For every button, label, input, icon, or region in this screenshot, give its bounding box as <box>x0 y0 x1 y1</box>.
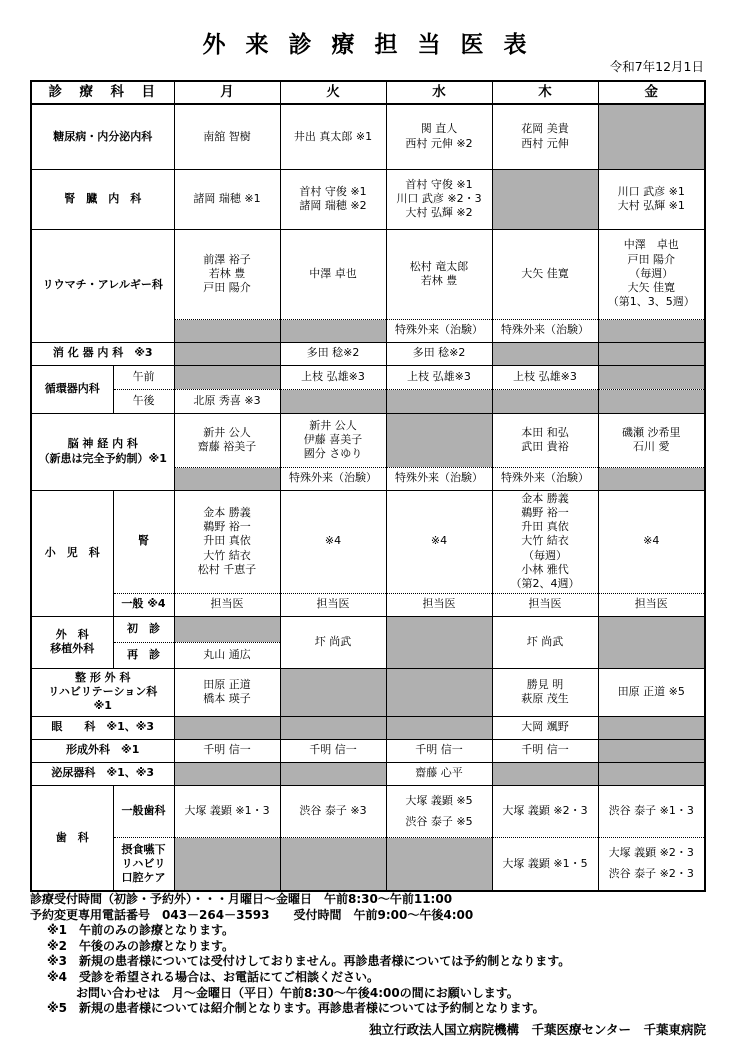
cell-line: 大矢 佳寛 <box>521 266 569 280</box>
doctor-cell <box>492 467 598 490</box>
doctor-cell <box>280 365 386 389</box>
cell-line: 石川 愛 <box>633 440 670 453</box>
cell-line: 千明 信一 <box>203 743 251 757</box>
subrow-label <box>113 642 174 668</box>
cell-line: 大矢 佳寛 <box>627 281 675 295</box>
doctor-cell <box>492 413 598 467</box>
cell-line: 金本 勝義 <box>521 491 569 505</box>
cell-line: 國分 さゆり <box>303 447 363 461</box>
doctor-cell <box>492 785 598 838</box>
effective-date: 令和7年12月1日 <box>609 59 704 74</box>
cell-line: 千明 信一 <box>521 743 569 757</box>
doctor-cell <box>174 668 280 716</box>
subrow-label <box>113 785 174 838</box>
cell-line: 丸山 通広 <box>203 647 251 661</box>
cell-line: 泌尿器科 ※1、※3 <box>51 766 155 780</box>
cell-line: 上枝 弘雄※3 <box>513 369 577 383</box>
cell-line: （新患は完全予約制）※1 <box>38 451 167 465</box>
no-clinic-cell <box>492 169 598 229</box>
cell-line: 担当医 <box>210 597 244 611</box>
note-4-contact: お問い合わせは 月～金曜日（平日）午前8:30～午後4:00の間にお願いします。 <box>76 985 519 1000</box>
cell-line: 松村 千恵子 <box>197 562 257 576</box>
doctor-cell <box>386 229 492 319</box>
subrow-label <box>113 593 174 616</box>
cell-line: 金本 勝義 <box>203 505 251 519</box>
cell-line: 首村 守俊 ※1 <box>299 184 367 198</box>
no-clinic-cell <box>492 762 598 785</box>
cell-line: 診 療 科 目 <box>48 83 157 100</box>
doctor-cell <box>280 785 386 838</box>
cell-line: リハビリ <box>121 856 166 870</box>
cell-line: 火 <box>326 83 340 100</box>
no-clinic-cell <box>492 389 598 413</box>
cell-line: 月 <box>220 83 234 100</box>
department-label <box>31 785 113 891</box>
doctor-cell <box>386 104 492 169</box>
cell-line: 担当医 <box>528 597 562 611</box>
hospital-name: 独立行政法人国立病院機構 千葉医療センター 千葉東病院 <box>368 1021 706 1037</box>
no-clinic-cell <box>598 762 705 785</box>
cell-line: 川口 武彦 ※2・3 <box>396 191 482 205</box>
doctor-cell <box>174 104 280 169</box>
no-clinic-cell <box>598 716 705 739</box>
doctor-cell <box>280 490 386 593</box>
no-clinic-cell <box>386 413 492 467</box>
department-label <box>31 342 174 365</box>
no-clinic-cell <box>598 319 705 342</box>
doctor-cell <box>386 365 492 389</box>
doctor-cell <box>280 104 386 169</box>
note-2: ※2 午後のみの診療となります。 <box>47 938 235 953</box>
note-4: ※4 受診を希望される場合は、お電話にてご相談ください。 <box>47 969 380 984</box>
reception-hours: 診療受付時間（初診・予約外）・・・月曜日～金曜日 午前8:30～午前11:00 <box>30 892 453 906</box>
no-clinic-cell <box>386 616 492 668</box>
cell-line: 新井 公人 <box>309 418 357 432</box>
department-label <box>31 104 174 169</box>
cell-line: 西村 元伸 <box>521 136 569 150</box>
cell-line: 升田 真依 <box>203 534 251 548</box>
doctor-cell <box>280 413 386 467</box>
subrow-label <box>113 490 174 593</box>
note-1: ※1 午前のみの診療となります。 <box>47 923 235 938</box>
doctor-cell <box>492 104 598 169</box>
doctor-cell <box>492 739 598 762</box>
doctor-cell <box>598 838 705 891</box>
cell-line: 特殊外来（治験） <box>289 471 377 485</box>
no-clinic-cell <box>174 716 280 739</box>
cell-line: 北原 秀喜 ※3 <box>193 393 261 407</box>
cell-line: ※4 <box>430 534 448 548</box>
cell-line: 中澤 卓也 <box>309 266 357 280</box>
note-3: ※3 新規の患者様については受付けしておりません。再診患者様については予約制となります。 <box>47 954 571 969</box>
no-clinic-cell <box>280 762 386 785</box>
cell-line: リハビリテーション科 <box>48 684 158 698</box>
cell-line: 升田 真依 <box>521 520 569 534</box>
footer-notes <box>30 892 708 1037</box>
cell-line: 千明 信一 <box>415 743 463 757</box>
doctor-cell <box>174 229 280 319</box>
cell-line: 腎 臓 内 科 <box>64 191 142 205</box>
header-cell <box>492 81 598 104</box>
department-label <box>31 739 174 762</box>
cell-line: 大村 弘輝 ※1 <box>617 199 685 212</box>
cell-line: 若林 豊 <box>208 266 246 280</box>
cell-line: 伊藤 喜美子 <box>303 432 363 446</box>
cell-line: 上枝 弘雄※3 <box>407 369 471 383</box>
no-clinic-cell <box>174 365 280 389</box>
cell-line: 花岡 美貴 <box>521 122 569 136</box>
doctor-cell <box>174 785 280 838</box>
header-cell <box>598 81 705 104</box>
no-clinic-cell <box>598 342 705 365</box>
cell-line: 担当医 <box>422 597 456 611</box>
cell-line: 小 児 科 <box>44 545 100 559</box>
no-clinic-cell <box>280 668 386 716</box>
subrow-label <box>113 616 174 642</box>
cell-line: 初 診 <box>127 621 160 635</box>
cell-line: ※1 <box>93 699 112 713</box>
department-label <box>31 413 174 490</box>
no-clinic-cell <box>280 389 386 413</box>
note-5: ※5 新規の患者様については紹介制となります。再診患者様については予約制となります。 <box>47 1001 545 1016</box>
doctor-cell <box>174 593 280 616</box>
doctor-cell <box>492 229 598 319</box>
cell-line: 特殊外来（治験） <box>501 471 589 485</box>
cell-line: 大塚 義顕 ※2・3 <box>502 804 588 818</box>
doctor-cell <box>492 838 598 891</box>
header-cell <box>280 81 386 104</box>
doctor-cell <box>280 169 386 229</box>
no-clinic-cell <box>598 739 705 762</box>
cell-line: 眼 科 ※1、※3 <box>51 720 155 734</box>
doctor-cell <box>174 413 280 467</box>
subrow-label <box>113 365 174 389</box>
cell-line: 担当医 <box>634 597 668 611</box>
cell-line: 川口 武彦 ※1 <box>617 184 685 198</box>
cell-line: 担当医 <box>316 597 350 611</box>
cell-line: 移植外科 <box>50 642 95 656</box>
no-clinic-cell <box>386 716 492 739</box>
cell-line: 特殊外来（治験） <box>395 471 483 485</box>
cell-line: 大塚 義顕 ※1・5 <box>502 856 588 870</box>
cell-line: 首村 守俊 ※1 <box>405 177 473 191</box>
doctor-cell <box>492 616 598 668</box>
doctor-cell <box>598 169 705 229</box>
cell-line: 戸田 陽介 <box>203 281 251 295</box>
no-clinic-cell <box>386 389 492 413</box>
cell-line: 鵜野 裕一 <box>203 520 251 534</box>
cell-line: 渋谷 泰子 ※1・3 <box>608 804 694 818</box>
cell-line: 田原 正道 ※5 <box>617 684 685 698</box>
cell-line: 一般 ※4 <box>121 597 166 611</box>
cell-line: 消 化 器 内 科 ※3 <box>52 346 153 360</box>
doctor-cell <box>598 229 705 319</box>
cell-line: 大竹 結衣 <box>521 534 569 548</box>
cell-line: 井出 真太郎 ※1 <box>293 129 373 143</box>
cell-line: ※4 <box>324 534 342 548</box>
doctor-cell <box>174 490 280 593</box>
cell-line: 特殊外来（治験） <box>395 323 483 337</box>
doctor-cell <box>598 785 705 838</box>
cell-line: 午前 <box>132 369 155 383</box>
doctor-cell <box>386 342 492 365</box>
cell-line: 大竹 結衣 <box>203 548 251 562</box>
phone-info: 予約変更専用電話番号 043－264－3593 受付時間 午前9:00～午後4:00 <box>30 907 474 922</box>
doctor-cell <box>492 490 598 593</box>
doctor-cell <box>598 413 705 467</box>
cell-line: ※4 <box>643 534 660 548</box>
cell-line: 圷 尚武 <box>526 634 564 648</box>
cell-line: 大塚 義顕 ※1・3 <box>184 804 270 818</box>
cell-line: 歯 科 <box>55 830 89 844</box>
cell-line: 渋谷 泰子 ※3 <box>299 804 367 818</box>
doctor-cell <box>280 342 386 365</box>
cell-line: 齋藤 裕美子 <box>197 440 257 453</box>
doctor-cell <box>386 490 492 593</box>
schedule-body <box>31 81 705 891</box>
cell-line: 戸田 陽介 <box>627 252 675 266</box>
cell-line: 一般歯科 <box>121 804 166 818</box>
doctor-cell <box>280 467 386 490</box>
cell-line: 圷 尚武 <box>314 634 352 648</box>
department-label <box>31 668 174 716</box>
cell-line: 武田 貴裕 <box>521 440 569 453</box>
no-clinic-cell <box>174 319 280 342</box>
no-clinic-cell <box>174 342 280 365</box>
cell-line: 諸岡 瑞穂 ※2 <box>299 199 367 212</box>
cell-line: 形成外科 ※1 <box>66 743 140 757</box>
doctor-cell <box>280 593 386 616</box>
doctor-cell <box>492 716 598 739</box>
cell-line: 松村 竜太郎 <box>409 259 469 273</box>
doctor-cell <box>492 365 598 389</box>
no-clinic-cell <box>174 838 280 891</box>
cell-line: リウマチ・アレルギー科 <box>42 278 163 292</box>
no-clinic-cell <box>598 104 705 169</box>
no-clinic-cell <box>492 342 598 365</box>
cell-line: 木 <box>538 83 552 100</box>
no-clinic-cell <box>280 838 386 891</box>
doctor-cell <box>174 642 280 668</box>
department-label <box>31 616 113 668</box>
cell-line: 大岡 颯野 <box>521 720 569 734</box>
cell-line: 前澤 裕子 <box>203 252 251 266</box>
cell-line: 千明 信一 <box>309 743 357 757</box>
cell-line: 摂食嚥下 <box>121 842 166 856</box>
doctor-cell <box>492 668 598 716</box>
cell-line: 大塚 義顕 ※2・3 <box>608 846 694 860</box>
doctor-cell <box>598 593 705 616</box>
header-cell <box>174 81 280 104</box>
doctor-cell <box>598 668 705 716</box>
cell-line: 田原 正道 <box>203 677 251 691</box>
no-clinic-cell <box>598 467 705 490</box>
no-clinic-cell <box>280 716 386 739</box>
cell-line: 午後 <box>132 393 155 407</box>
doctor-cell <box>386 467 492 490</box>
cell-line: 循環器内科 <box>44 381 100 395</box>
header-cell <box>386 81 492 104</box>
doctor-cell <box>386 169 492 229</box>
cell-line: 金 <box>644 83 658 100</box>
department-label <box>31 229 174 342</box>
cell-line: 本田 和弘 <box>521 425 569 439</box>
no-clinic-cell <box>598 389 705 413</box>
cell-line: 勝見 明 <box>526 677 564 691</box>
doctor-cell <box>174 389 280 413</box>
cell-line: 西村 元伸 ※2 <box>405 136 473 150</box>
cell-line: 若林 豊 <box>420 274 458 287</box>
cell-line: 口腔ケア <box>121 871 166 885</box>
cell-line: （毎週） <box>523 548 567 562</box>
cell-line: （毎週） <box>629 266 674 280</box>
cell-line: 諸岡 瑞穂 ※1 <box>193 191 261 205</box>
cell-line: 小林 雅代 <box>521 562 569 576</box>
cell-line: （第1、3、5週） <box>607 295 695 309</box>
no-clinic-cell <box>386 838 492 891</box>
cell-line: 渋谷 泰子 ※5 <box>405 814 473 828</box>
header-cell <box>31 81 174 104</box>
cell-line: （第2、4週） <box>510 577 580 591</box>
doctor-cell <box>280 739 386 762</box>
doctor-cell <box>386 739 492 762</box>
doctor-cell <box>174 169 280 229</box>
cell-line: 中澤 卓也 <box>623 238 679 252</box>
cell-line: 水 <box>432 83 446 100</box>
cell-line: 大村 弘輝 ※2 <box>405 206 473 220</box>
doctor-cell <box>386 593 492 616</box>
page-title: 外 来 診 療 担 当 医 表 <box>202 32 533 58</box>
cell-line: 多田 稔※2 <box>306 346 360 360</box>
no-clinic-cell <box>386 668 492 716</box>
doctor-cell <box>386 762 492 785</box>
department-label <box>31 490 113 616</box>
cell-line: 新井 公人 <box>203 425 251 439</box>
cell-line: 再 診 <box>127 647 160 661</box>
doctor-cell <box>492 319 598 342</box>
doctor-cell <box>492 593 598 616</box>
department-label <box>31 762 174 785</box>
cell-line: 鵜野 裕一 <box>521 505 569 519</box>
subrow-label <box>113 838 174 891</box>
cell-line: 南舘 智樹 <box>203 129 251 143</box>
cell-line: 整 形 外 科 <box>75 670 131 684</box>
no-clinic-cell <box>280 319 386 342</box>
doctor-cell <box>386 785 492 838</box>
cell-line: 多田 稔※2 <box>412 346 466 360</box>
no-clinic-cell <box>598 365 705 389</box>
cell-line: 特殊外来（治験） <box>501 323 589 337</box>
doctor-cell <box>386 319 492 342</box>
doctor-cell <box>598 490 705 593</box>
cell-line: 関 直人 <box>420 122 458 136</box>
cell-line: 腎 <box>138 534 149 548</box>
cell-line: 齋藤 心平 <box>415 766 463 780</box>
no-clinic-cell <box>174 762 280 785</box>
department-label <box>31 169 174 229</box>
cell-line: 渋谷 泰子 ※2・3 <box>608 867 694 881</box>
department-label <box>31 716 174 739</box>
no-clinic-cell <box>174 467 280 490</box>
no-clinic-cell <box>598 616 705 668</box>
cell-line: 上枝 弘雄※3 <box>301 369 365 383</box>
department-label <box>31 365 113 413</box>
cell-line: 外 科 <box>55 627 89 641</box>
cell-line: 萩原 茂生 <box>521 692 569 706</box>
doctor-cell <box>280 616 386 668</box>
doctor-cell <box>280 229 386 319</box>
cell-line: 大塚 義顕 ※5 <box>405 793 473 807</box>
no-clinic-cell <box>174 616 280 642</box>
cell-line: 脳 神 経 内 科 <box>67 437 138 451</box>
subrow-label <box>113 389 174 413</box>
cell-line: 橋本 瑛子 <box>203 692 251 706</box>
schedule-table <box>30 80 706 892</box>
cell-line: 磯瀬 沙希里 <box>622 425 681 439</box>
doctor-cell <box>174 739 280 762</box>
cell-line: 糖尿病・内分泌内科 <box>53 129 153 143</box>
